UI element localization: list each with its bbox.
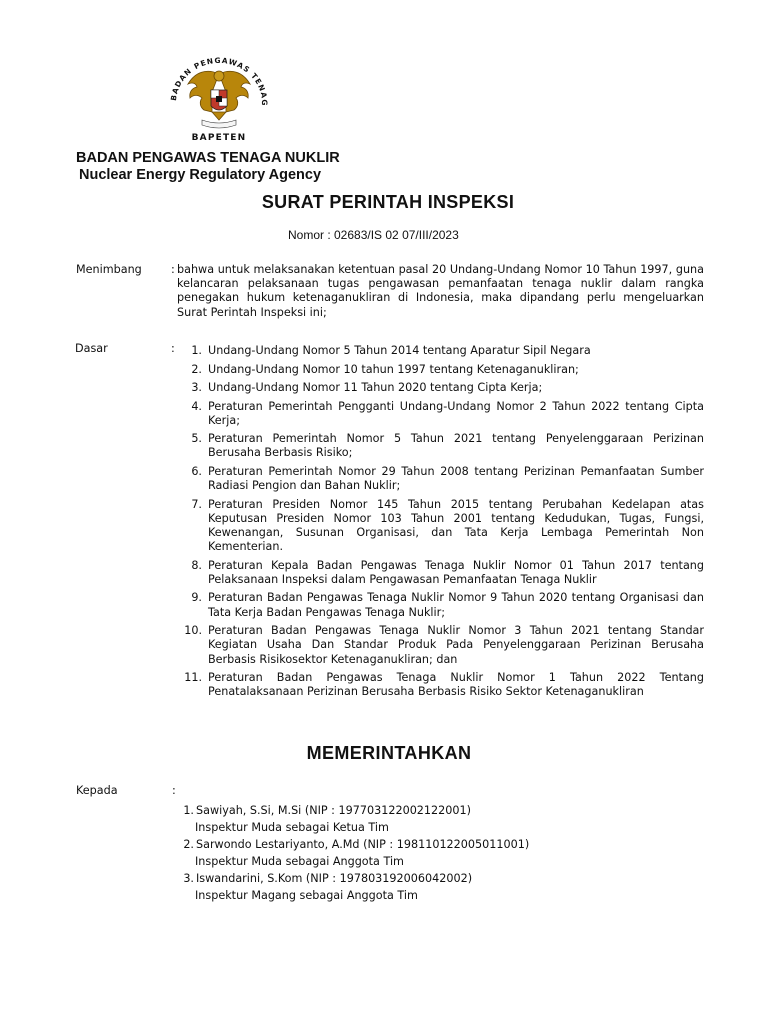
kepada-label: Kepada (76, 784, 118, 797)
assignee-item (176, 836, 529, 870)
dasar-item-number: 6. (191, 464, 202, 478)
dasar-item-number: 10. (184, 624, 202, 638)
dasar-item-text: Undang-Undang Nomor 11 Tahun 2020 tentang Cipta Kerja; (208, 381, 543, 394)
dasar-item-number: 3. (191, 381, 202, 394)
dasar-item-text: Peraturan Pemerintah Pengganti Undang-Undang Nomor 2 Tahun 2022 tentang Cipta Kerja; (208, 399, 704, 427)
assignee-number: 1. (183, 804, 194, 817)
document-number: Nomor : 02683/IS 02 07/III/2023 (288, 228, 459, 242)
dasar-item (177, 432, 704, 460)
dasar-item (177, 381, 704, 395)
dasar-item-text: Undang-Undang Nomor 10 tahun 1997 tentang Ketenaganukliran; (208, 362, 579, 376)
dasar-item-text: Peraturan Pemerintah Nomor 29 Tahun 2008 tentang Perizinan Pemanfaatan Sumber Radiasi Pengion dan Bahan Nuklir; (208, 464, 704, 493)
dasar-item-number: 11. (184, 671, 202, 685)
dasar-item-number: 2. (191, 362, 202, 376)
assignee-role: Inspektur Magang sebagai Anggota Tim (195, 889, 418, 902)
agency-name-id: BADAN PENGAWAS TENAGA NUKLIR (76, 150, 340, 166)
dasar-item-text: Peraturan Kepala Badan Pengawas Tenaga Nuklir Nomor 01 Tahun 2017 tentang Pelaksanaan Inspeksi dalam Pengawasan Pemanfaatan Tenaga Nuklir (208, 558, 704, 586)
assignee-name: Iswandarini, S.Kom (NIP : 197803192006042002) (196, 872, 473, 885)
memerintahkan-heading: MEMERINTAHKAN (306, 743, 472, 763)
dasar-item-number: 7. (191, 497, 202, 511)
dasar-label: Dasar (75, 342, 108, 355)
dasar-item (177, 624, 704, 667)
logo-bottom-text: BAPETEN (191, 133, 247, 143)
kepada-list (176, 802, 529, 904)
menimbang-colon: : (171, 263, 175, 276)
assignee-role: Inspektur Muda sebagai Ketua Tim (195, 821, 389, 834)
dasar-item-number: 8. (191, 558, 202, 572)
dasar-item (177, 498, 704, 555)
assignee-item (176, 870, 529, 904)
dasar-item-text: Peraturan Badan Pengawas Tenaga Nuklir Nomor 3 Tahun 2021 tentang Standar Kegiatan Usaha Dan Standar Produk Pada Penyelenggaraan Perizinan Berusaha Berbasis Risikosektor Ketenaganukliran; dan (208, 624, 704, 666)
dasar-item-text: Undang-Undang Nomor 5 Tahun 2014 tentang Aparatur Sipil Negara (208, 344, 591, 357)
dasar-item (177, 671, 704, 699)
dasar-item (177, 400, 704, 428)
dasar-item-text: Peraturan Pemerintah Nomor 5 Tahun 2021 tentang Penyelenggaraan Perizinan Berusaha Berbasis Risiko; (208, 432, 704, 460)
bapeten-logo (162, 54, 276, 144)
dasar-list (177, 344, 704, 704)
dasar-item (177, 465, 704, 493)
dasar-item (177, 363, 704, 377)
dasar-item-number: 1. (191, 344, 202, 357)
dasar-item-number: 9. (191, 591, 202, 605)
assignee-name: Sarwondo Lestariyanto, A.Md (NIP : 198110122005011001) (196, 838, 530, 851)
assignee-role: Inspektur Muda sebagai Anggota Tim (195, 855, 404, 868)
agency-name-en: Nuclear Energy Regulatory Agency (79, 167, 322, 183)
dasar-item-number: 5. (191, 432, 202, 446)
assignee-name: Sawiyah, S.Si, M.Si (NIP : 197703122002122001) (196, 804, 471, 817)
dasar-item-text: Peraturan Badan Pengawas Tenaga Nuklir Nomor 1 Tahun 2022 Tentang Penatalaksanaan Perizinan Berusaha Berbasis Risiko Sektor Ketenaganukliran (208, 671, 704, 699)
assignee-number: 2. (183, 838, 194, 851)
agency-header (76, 150, 340, 184)
assignee-item (176, 802, 529, 836)
dasar-item (177, 591, 704, 619)
dasar-item-text: Peraturan Badan Pengawas Tenaga Nuklir Nomor 9 Tahun 2020 tentang Organisasi dan Tata Kerja Badan Pengawas Tenaga Nuklir; (208, 591, 704, 619)
menimbang-label: Menimbang (76, 263, 142, 276)
assignee-number: 3. (183, 872, 194, 885)
kepada-colon: : (172, 784, 176, 797)
logo-ring-text: BADAN PENGAWAS TENAG (168, 55, 270, 107)
dasar-colon: : (171, 342, 175, 355)
dasar-item-text: Peraturan Presiden Nomor 145 Tahun 2015 tentang Perubahan Kedelapan atas Keputusan Presiden Nomor 103 Tahun 2001 tentang Kedudukan, Tugas, Fungsi, Kewenangan, Susunan Organisasi, dan Tata Kerja Lembaga Pemerintah Non Kementerian. (208, 497, 704, 554)
dasar-item (177, 559, 704, 587)
dasar-item-number: 4. (191, 399, 202, 413)
menimbang-text: bahwa untuk melaksanakan ketentuan pasal 20 Undang-Undang Nomor 10 Tahun 1997, guna kelancaran pelaksanaan tugas pengawasan pemanfaatan tenaga nuklir dalam rangka penegakan hukum ketenaganukliran di Indonesia, maka dipandang perlu mengeluarkan Surat Perintah Inspeksi ini; (177, 263, 704, 319)
dasar-item (177, 344, 704, 358)
document-title: SURAT PERINTAH INSPEKSI (261, 192, 515, 212)
